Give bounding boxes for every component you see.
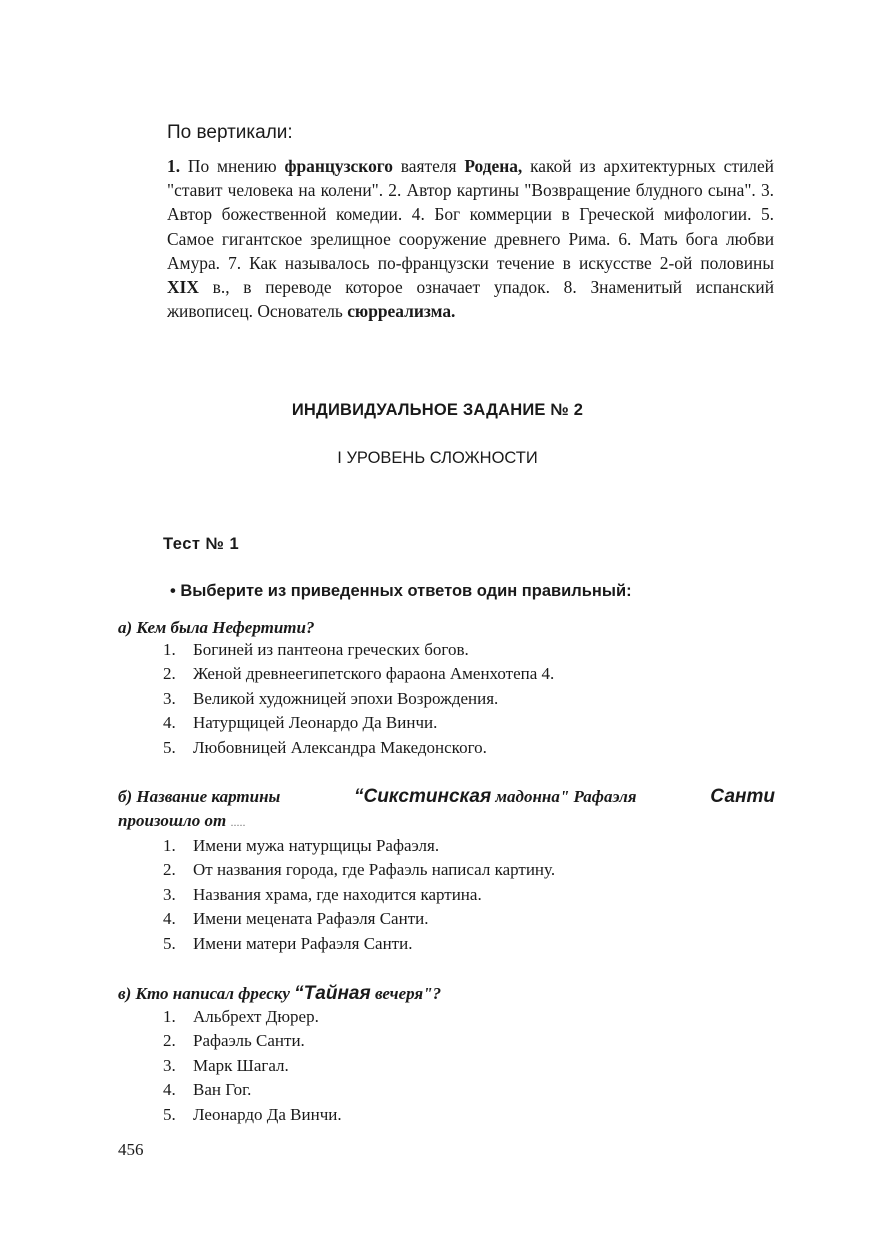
clue-number: 1. bbox=[167, 156, 181, 176]
option-item bbox=[163, 662, 554, 686]
question-c-part1: в) Кто написал фреску bbox=[118, 984, 290, 1003]
question-b-quote2: Санти bbox=[710, 786, 775, 807]
clue-emphasis: сюрреализма. bbox=[347, 301, 456, 322]
option-item bbox=[163, 907, 555, 931]
option-text: Великой художницей эпохи Возрождения. bbox=[193, 688, 499, 708]
question-b-trail: ..... bbox=[230, 815, 246, 829]
option-text: Марк Шагал. bbox=[193, 1055, 289, 1075]
option-text: Ван Гог. bbox=[193, 1080, 252, 1100]
option-item bbox=[163, 858, 555, 882]
option-item bbox=[163, 1005, 342, 1029]
test-title: Тест № 1 bbox=[163, 535, 240, 553]
option-text: Имени мецената Рафаэля Санти. bbox=[193, 909, 429, 929]
crossword-heading: По вертикали: bbox=[167, 122, 293, 143]
option-number: 1. bbox=[163, 1007, 176, 1026]
option-number: 5. bbox=[163, 933, 176, 953]
option-number: 2. bbox=[163, 1031, 176, 1051]
clue-text: какой из архитектурных стилей "ставит человека на колени". 2. Автор картины "Возвращение блудного сына". 3. Автор божественной комедии. 4. Бог коммерции в Греческой мифологии. 5. Самое гигантское зрелищное сооружение древнего Рима. 6. Мать бога любви Амура. 7. Как называлось по-французски течение в искусстве 2-ой половины bbox=[167, 156, 774, 273]
option-number: 5. bbox=[163, 737, 176, 757]
question-c-part2: вечеря"? bbox=[374, 984, 442, 1003]
page-number: 456 bbox=[118, 1140, 144, 1159]
question-b-line2 bbox=[118, 809, 775, 834]
option-number: 4. bbox=[163, 713, 176, 733]
clue-emphasis: французского bbox=[284, 156, 393, 176]
option-item bbox=[163, 883, 555, 907]
option-text: Имени матери Рафаэля Санти. bbox=[193, 933, 413, 953]
question-c-quote: “Тайная bbox=[294, 983, 371, 1004]
clue-text: ваятеля bbox=[392, 156, 465, 176]
option-text: Леонардо Да Винчи. bbox=[193, 1104, 342, 1124]
option-number: 3. bbox=[163, 688, 176, 708]
option-text: Альбрехт Дюрер. bbox=[193, 1007, 319, 1026]
options-list-c bbox=[163, 1005, 342, 1127]
option-text: Названия храма, где находится картина. bbox=[193, 884, 482, 904]
option-text: Натурщицей Леонардо Да Винчи. bbox=[193, 713, 438, 733]
option-item bbox=[163, 834, 555, 858]
question-b-line2-text: произошло от bbox=[118, 811, 227, 830]
option-text: Рафаэль Санти. bbox=[193, 1031, 305, 1051]
assignment-title: ИНДИВИДУАЛЬНОЕ ЗАДАНИЕ № 2 bbox=[291, 401, 584, 419]
option-text: От названия города, где Рафаэль написал картину. bbox=[193, 860, 556, 880]
option-number: 2. bbox=[163, 860, 176, 880]
option-text: Женой древнеегипетского фараона Аменхотепа 4. bbox=[193, 664, 555, 684]
question-b-part1: б) Название картины bbox=[118, 787, 281, 806]
option-item bbox=[163, 1029, 342, 1053]
clue-text: По мнению bbox=[180, 156, 285, 176]
options-list-b bbox=[163, 834, 555, 956]
difficulty-level-title: I УРОВЕНЬ СЛОЖНОСТИ bbox=[337, 449, 538, 467]
crossword-clues-section bbox=[167, 122, 774, 323]
test-instruction: • Выберите из приведенных ответов один правильный: bbox=[170, 582, 632, 600]
option-item bbox=[163, 687, 554, 711]
option-item bbox=[163, 1103, 342, 1127]
question-b-part2: мадонна" Рафаэля bbox=[495, 787, 637, 806]
question-c bbox=[118, 982, 775, 1006]
option-number: 4. bbox=[163, 909, 176, 929]
option-number: 4. bbox=[163, 1080, 176, 1100]
option-text: Имени мужа натурщицы Рафаэля. bbox=[193, 836, 440, 855]
question-b-line1 bbox=[118, 785, 775, 809]
question-b-quote: “Сикстинская bbox=[353, 786, 492, 807]
option-item bbox=[163, 1078, 342, 1102]
question-a: а) Кем была Нефертити? bbox=[118, 618, 315, 637]
option-item bbox=[163, 1054, 342, 1078]
crossword-clues-text bbox=[167, 154, 774, 323]
option-number: 2. bbox=[163, 664, 176, 684]
option-item bbox=[163, 711, 554, 735]
option-item bbox=[163, 638, 554, 662]
option-item bbox=[163, 932, 555, 956]
option-number: 1. bbox=[163, 836, 176, 855]
clue-text: в., в переводе которое означает упадок. 8. Знаменитый испанский живописец. Основатель bbox=[167, 277, 774, 322]
option-number: 3. bbox=[163, 1055, 176, 1075]
option-text: Любовницей Александра Македонского. bbox=[193, 737, 487, 757]
option-item bbox=[163, 736, 554, 760]
option-number: 3. bbox=[163, 884, 176, 904]
option-text: Богиней из пантеона греческих богов. bbox=[193, 640, 469, 659]
option-number: 5. bbox=[163, 1104, 176, 1124]
clue-emphasis: Родена, bbox=[464, 156, 523, 176]
clue-emphasis: XIX bbox=[167, 277, 199, 298]
question-b bbox=[118, 785, 775, 834]
option-number: 1. bbox=[163, 640, 176, 659]
options-list-a bbox=[163, 638, 554, 760]
